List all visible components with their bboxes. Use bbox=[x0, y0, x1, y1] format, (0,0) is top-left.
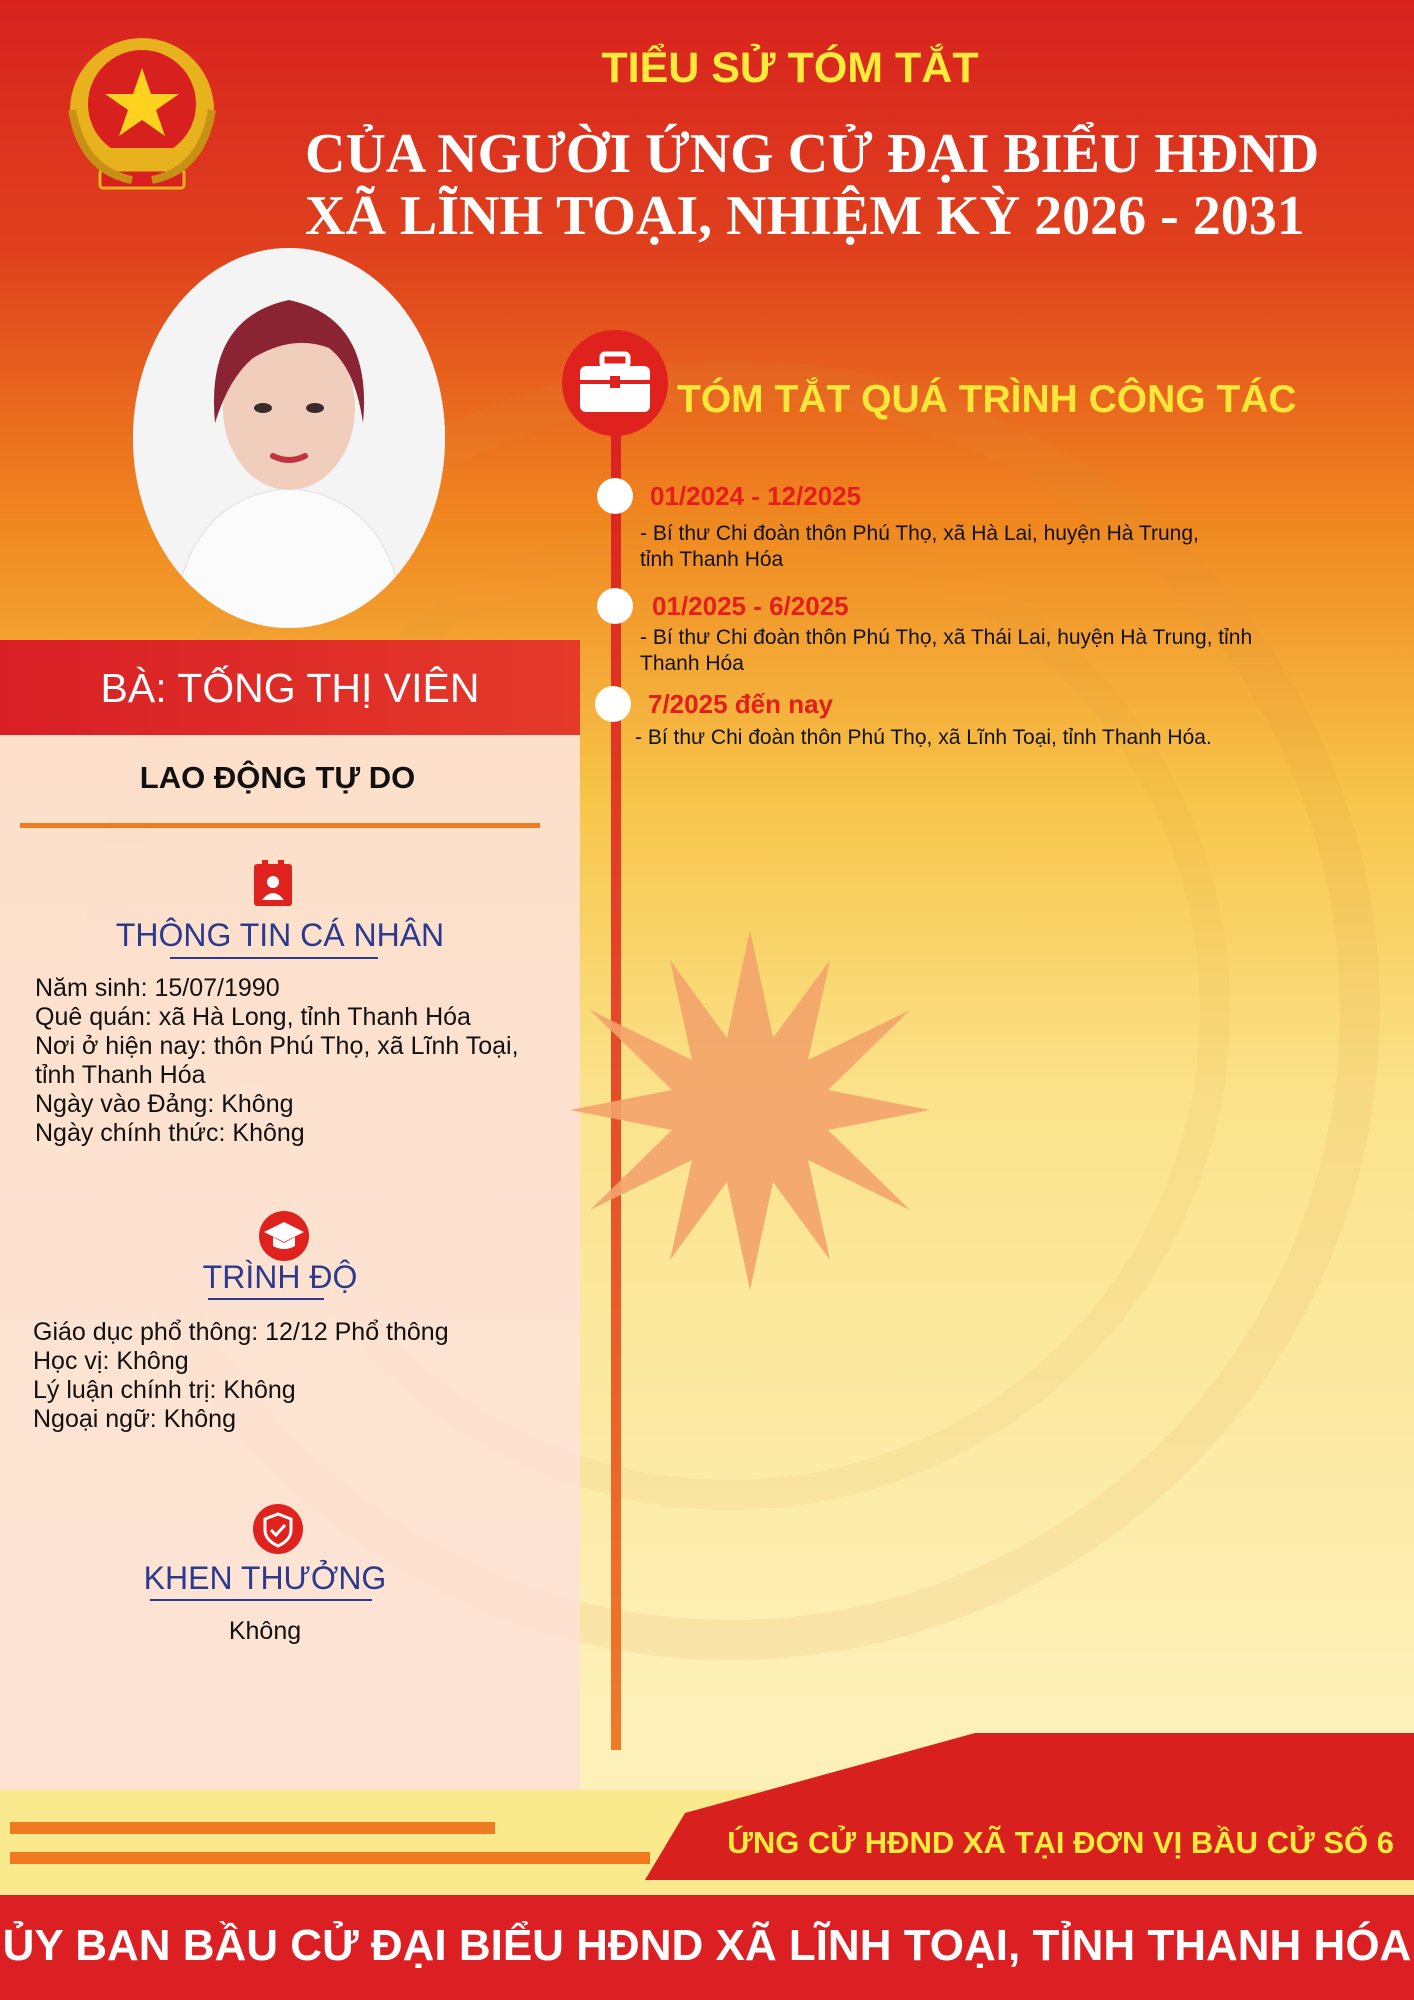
candidate-name: BÀ: TỐNG THỊ VIÊN bbox=[100, 665, 480, 711]
education-line: Ngoại ngữ: Không bbox=[33, 1405, 236, 1433]
divider bbox=[20, 823, 540, 828]
election-unit-text: ỨNG CỬ HĐND XÃ TẠI ĐƠN VỊ BẦU CỬ SỐ 6 bbox=[727, 1825, 1394, 1860]
personal-info-line: Quê quán: xã Hà Long, tỉnh Thanh Hóa bbox=[35, 1003, 471, 1031]
timeline-dot bbox=[597, 588, 633, 624]
timeline-dot bbox=[597, 478, 633, 514]
personal-info-line: Ngày chính thức: Không bbox=[35, 1119, 305, 1147]
education-underline bbox=[208, 1298, 324, 1300]
career-description: Thanh Hóa bbox=[640, 652, 744, 675]
awards-title: KHEN THƯỞNG bbox=[143, 1560, 387, 1596]
personal-info-line: Năm sinh: 15/07/1990 bbox=[35, 974, 280, 1002]
education-title: TRÌNH ĐỘ bbox=[202, 1259, 358, 1295]
id-badge-icon bbox=[250, 858, 296, 908]
personal-info-line: Nơi ở hiện nay: thôn Phú Thọ, xã Lĩnh Toại, bbox=[35, 1032, 519, 1060]
decor-stripe bbox=[10, 1822, 495, 1834]
career-description: - Bí thư Chi đoàn thôn Phú Thọ, xã Lĩnh Toại, tỉnh Thanh Hóa. bbox=[635, 726, 1212, 749]
shield-check-icon bbox=[252, 1503, 304, 1555]
career-period: 01/2024 - 12/2025 bbox=[650, 481, 862, 511]
decor-stripe bbox=[10, 1852, 650, 1864]
starburst-decoration bbox=[560, 920, 940, 1300]
career-description: - Bí thư Chi đoàn thôn Phú Thọ, xã Hà Lai, huyện Hà Trung, bbox=[640, 522, 1199, 545]
briefcase-icon bbox=[578, 350, 652, 414]
career-title: TÓM TẮT QUÁ TRÌNH CÔNG TÁC bbox=[677, 378, 1297, 421]
personal-info-underline bbox=[170, 957, 378, 959]
awards-underline bbox=[150, 1599, 372, 1601]
career-period: 01/2025 - 6/2025 bbox=[652, 591, 849, 621]
header-title-line1: CỦA NGƯỜI ỨNG CỬ ĐẠI BIỂU HĐND bbox=[305, 123, 1320, 185]
career-description: tỉnh Thanh Hóa bbox=[640, 548, 784, 571]
personal-info-title: THÔNG TIN CÁ NHÂN bbox=[115, 917, 445, 953]
footer-text: ỦY BAN BẦU CỬ ĐẠI BIỂU HĐND XÃ LĨNH TOẠI, TỈNH THANH HÓA bbox=[2, 1921, 1412, 1970]
education-line: Giáo dục phổ thông: 12/12 Phổ thông bbox=[33, 1318, 449, 1346]
timeline-dot bbox=[595, 686, 631, 722]
education-line: Lý luận chính trị: Không bbox=[33, 1376, 296, 1404]
national-emblem-icon bbox=[62, 30, 222, 200]
header-subtitle: TIỂU SỬ TÓM TẮT bbox=[601, 44, 979, 92]
personal-info-line: Ngày vào Đảng: Không bbox=[35, 1090, 294, 1118]
education-line: Học vị: Không bbox=[33, 1347, 189, 1375]
awards-value: Không bbox=[228, 1617, 302, 1645]
personal-info-line: tỉnh Thanh Hóa bbox=[35, 1061, 206, 1089]
candidate-photo bbox=[133, 248, 445, 628]
candidate-occupation: LAO ĐỘNG TỰ DO bbox=[139, 760, 416, 795]
header-title-line2: XÃ LĨNH TOẠI, NHIỆM KỲ 2026 - 2031 bbox=[305, 185, 1305, 247]
career-description: - Bí thư Chi đoàn thôn Phú Thọ, xã Thái Lai, huyện Hà Trung, tỉnh bbox=[640, 626, 1253, 649]
career-period: 7/2025 đến nay bbox=[648, 689, 833, 719]
graduation-cap-icon bbox=[258, 1210, 310, 1262]
